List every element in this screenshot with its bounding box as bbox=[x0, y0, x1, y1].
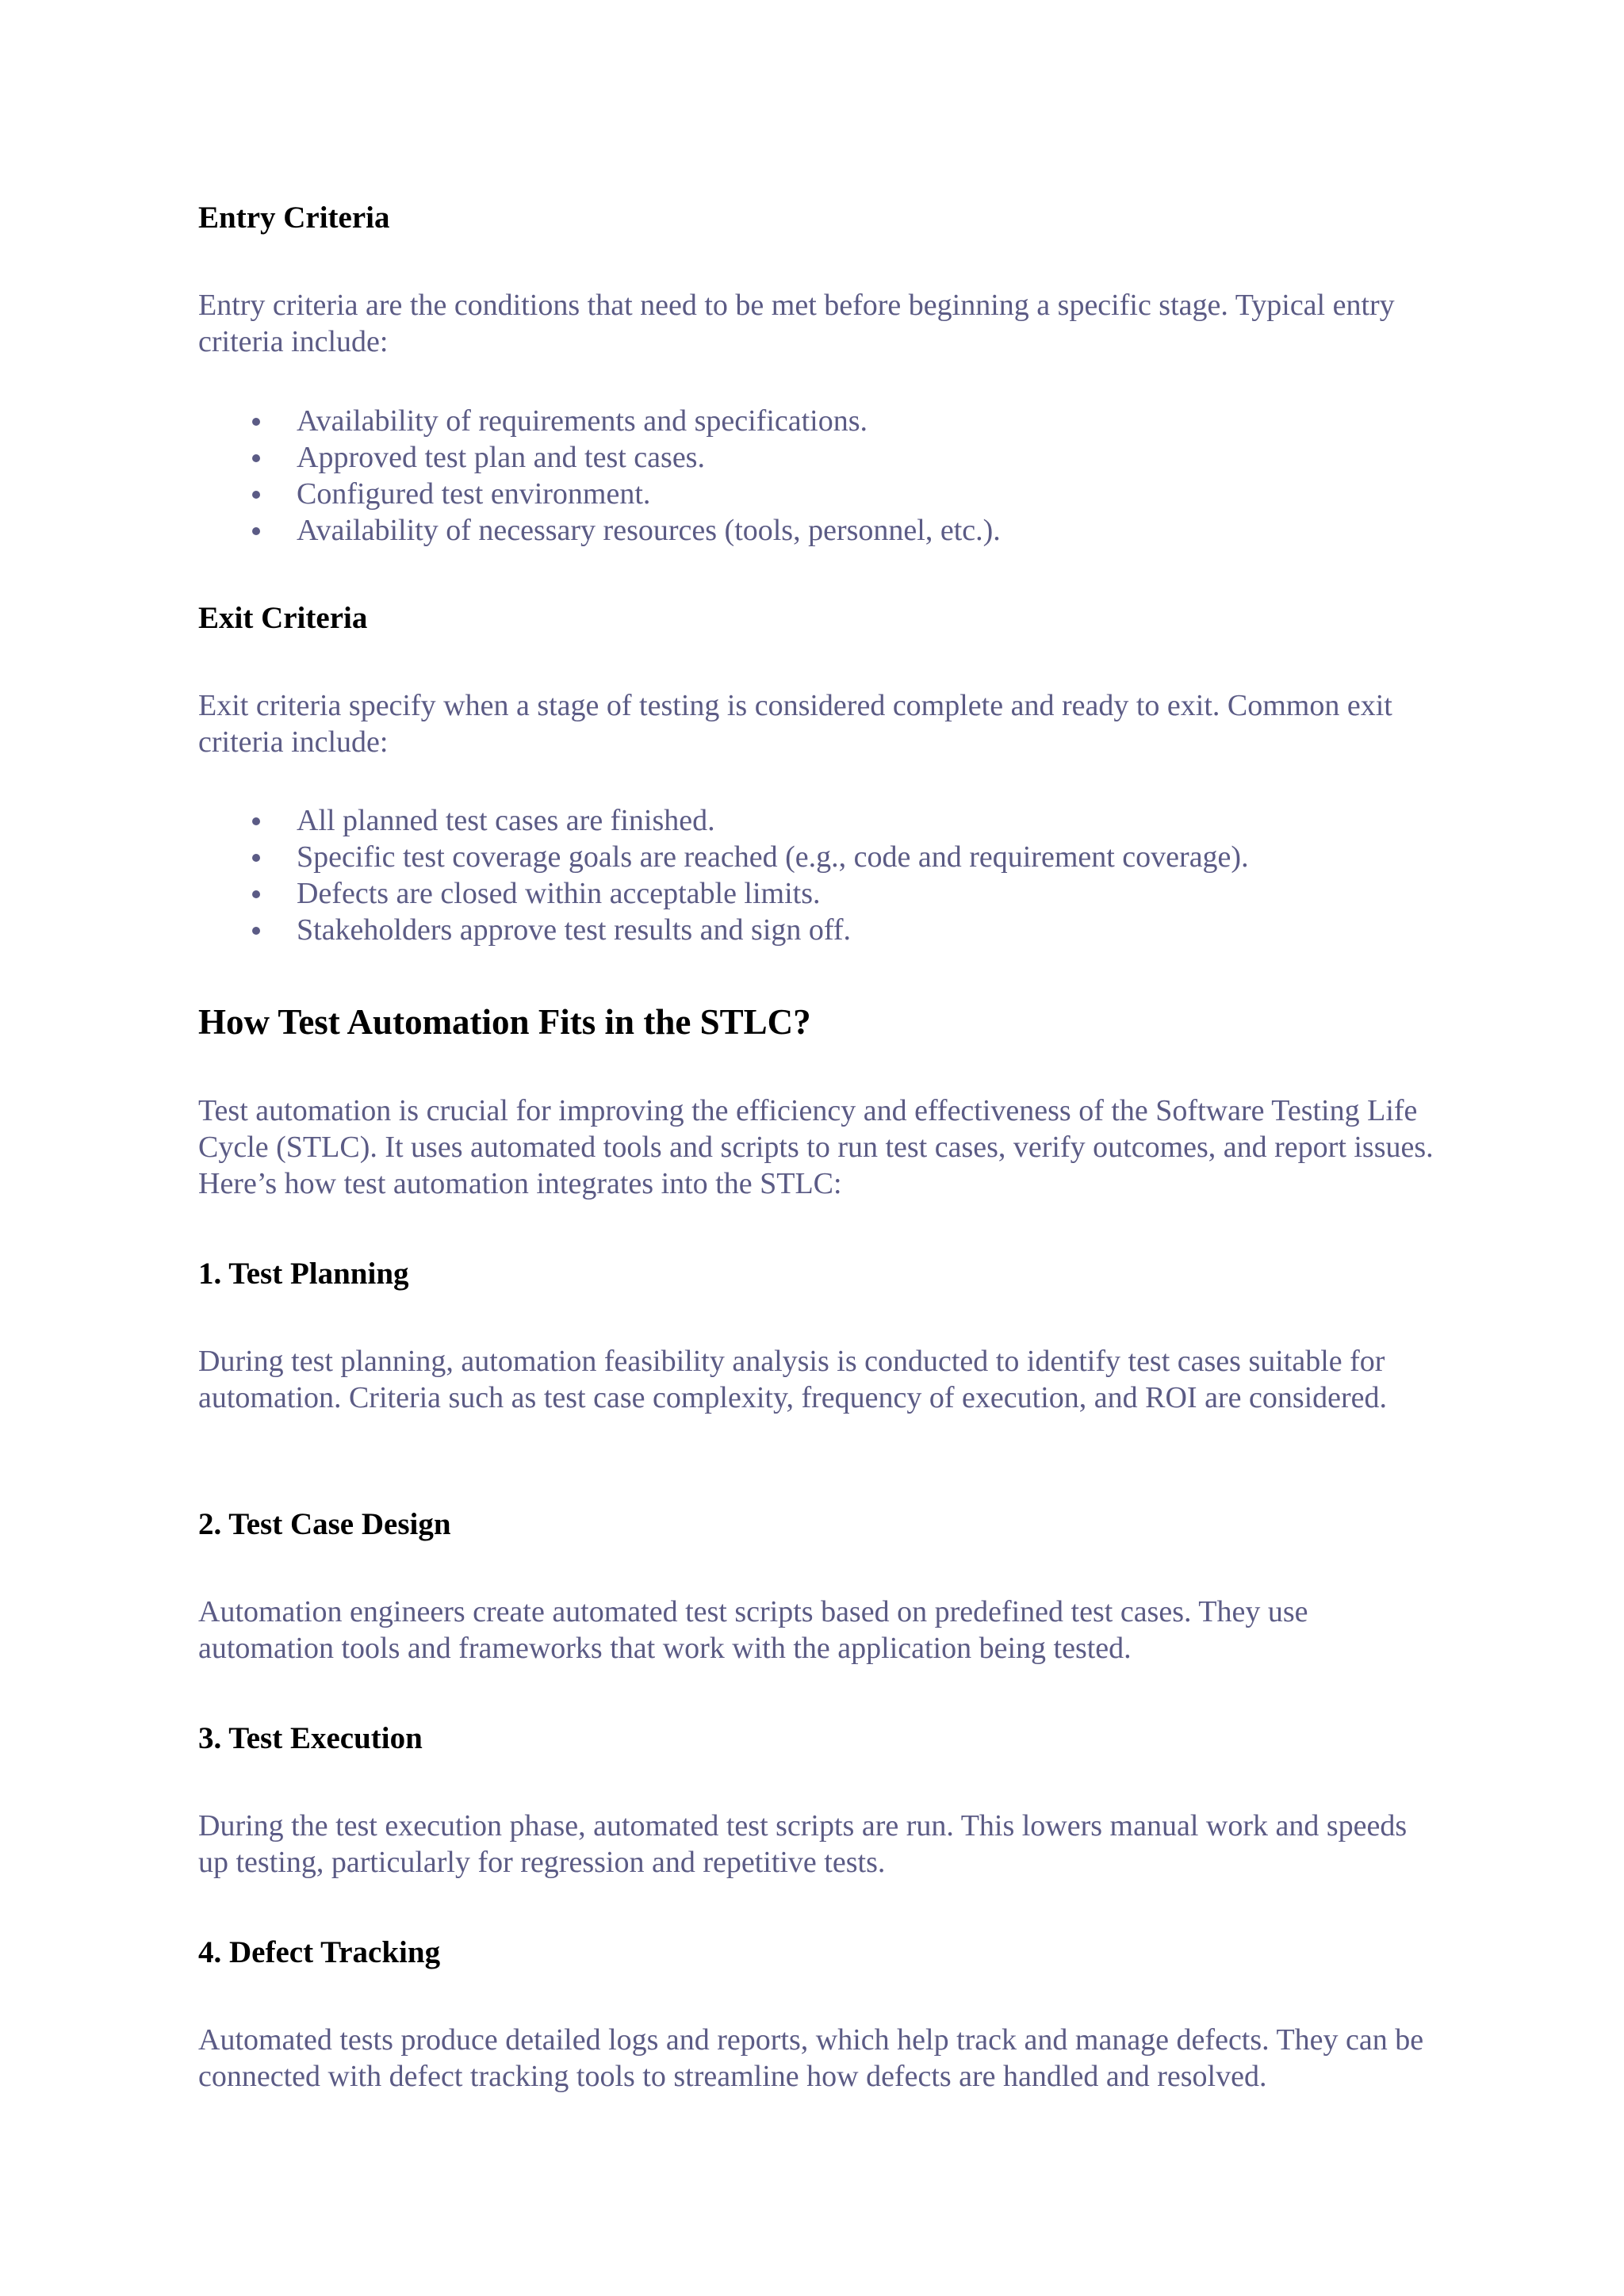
list-item bbox=[198, 439, 1001, 476]
list-item-text: Availability of necessary resources (tools, personnel, etc.). bbox=[297, 514, 1001, 547]
bullet-icon bbox=[252, 890, 260, 898]
list-item bbox=[198, 802, 1249, 839]
list-item bbox=[198, 912, 1249, 948]
test-planning-body: During test planning, automation feasibility analysis is conducted to identify test cases suitable for automation. Criteria such as test case complexity, frequency of execution, and ROI are considered. bbox=[198, 1345, 1388, 1414]
bullet-icon bbox=[252, 927, 260, 935]
list-item bbox=[198, 403, 1001, 439]
bullet-icon bbox=[252, 418, 260, 426]
bullet-icon bbox=[252, 454, 260, 462]
entry-criteria-heading: Entry Criteria bbox=[198, 201, 390, 235]
bullet-icon bbox=[252, 527, 260, 535]
list-item-text: Specific test coverage goals are reached (e.g., code and requirement coverage). bbox=[297, 840, 1249, 874]
exit-criteria-heading: Exit Criteria bbox=[198, 601, 368, 635]
list-item-text: Defects are closed within acceptable limits. bbox=[297, 877, 821, 910]
list-item-text: All planned test cases are finished. bbox=[297, 804, 715, 837]
bullet-icon bbox=[252, 491, 260, 499]
test-case-design-body: Automation engineers create automated test scripts based on predefined test cases. They use automation tools and frameworks that work with the application being tested. bbox=[198, 1595, 1308, 1665]
defect-tracking-heading: 4. Defect Tracking bbox=[198, 1935, 441, 1969]
list-item bbox=[198, 839, 1249, 875]
list-item bbox=[198, 875, 1249, 912]
automation-intro: Test automation is crucial for improving the efficiency and effectiveness of the Software Testing Life Cycle (STLC). It uses automated tools and scripts to run test cases, verify outcomes, and report issues. Here’s how test automation integrates into the STLC: bbox=[198, 1094, 1434, 1200]
list-item bbox=[198, 476, 1001, 512]
exit-criteria-list bbox=[198, 802, 1249, 948]
bullet-icon bbox=[252, 817, 260, 825]
exit-criteria-intro: Exit criteria specify when a stage of testing is considered complete and ready to exit. Common exit criteria include: bbox=[198, 689, 1392, 759]
list-item-text: Stakeholders approve test results and sign off. bbox=[297, 913, 851, 947]
defect-tracking-body: Automated tests produce detailed logs and reports, which help track and manage defects. They can be connected with defect tracking tools to streamline how defects are handled and resolved. bbox=[198, 2023, 1424, 2093]
automation-heading: How Test Automation Fits in the STLC? bbox=[198, 1002, 811, 1042]
list-item bbox=[198, 512, 1001, 549]
test-execution-heading: 3. Test Execution bbox=[198, 1721, 423, 1755]
test-case-design-heading: 2. Test Case Design bbox=[198, 1507, 451, 1541]
entry-criteria-intro: Entry criteria are the conditions that need to be met before beginning a specific stage. Typical entry criteria include: bbox=[198, 289, 1395, 358]
list-item-text: Configured test environment. bbox=[297, 477, 651, 511]
test-planning-heading: 1. Test Planning bbox=[198, 1257, 409, 1291]
list-item-text: Availability of requirements and specifications. bbox=[297, 404, 868, 438]
test-execution-body: During the test execution phase, automated test scripts are run. This lowers manual work and speeds up testing, particularly for regression and repetitive tests. bbox=[198, 1809, 1408, 1879]
list-item-text: Approved test plan and test cases. bbox=[297, 441, 705, 474]
entry-criteria-list bbox=[198, 403, 1001, 549]
bullet-icon bbox=[252, 854, 260, 862]
